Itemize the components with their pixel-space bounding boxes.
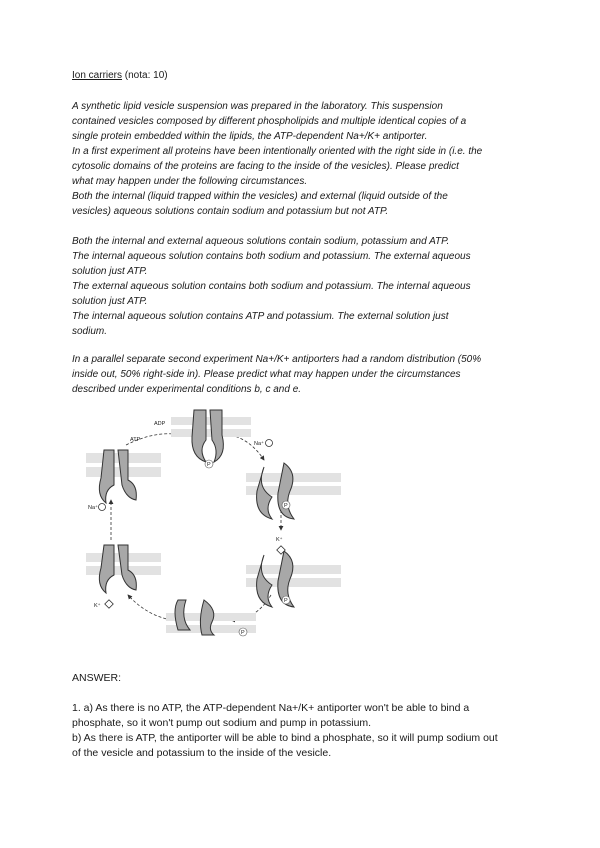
question-line: vesicles) aqueous solutions contain sodium and potassium but not ATP. <box>72 206 389 217</box>
condition-line: solution just ATP. <box>72 266 148 277</box>
sodium-ion <box>99 504 106 511</box>
diagram-label-p: P <box>241 630 245 636</box>
sodium-potassium-pump-cycle-diagram <box>86 405 346 650</box>
answer-heading: ANSWER: <box>72 672 122 684</box>
diagram-label-k-right: K⁺ <box>276 537 283 543</box>
diagram-label-p: P <box>284 598 288 604</box>
question-line: single protein embedded within the lipids, the ATP-dependent Na+/K+ antiporter. <box>72 131 428 142</box>
diagram-label-adp: ADP <box>154 421 166 427</box>
diagram-label-k-left: K⁺ <box>94 603 101 609</box>
answer-line: of the vesicle and potassium to the inside of the vesicle. <box>72 747 332 759</box>
answer-line: b) As there is ATP, the antiporter will be able to bind a phosphate, so it will pump sodium out <box>72 732 498 744</box>
condition-line: The internal aqueous solution contains both sodium and potassium. The external aqueous <box>72 251 471 262</box>
potassium-ion <box>105 600 113 608</box>
question-line: cytosolic domains of the proteins are facing to the inside of the vesicles). Please predict <box>72 161 459 172</box>
question-line: contained vesicles composed by different phospholipids and multiple identical copies of a <box>72 116 467 127</box>
answer-line: 1. a) As there is no ATP, the ATP-dependent Na+/K+ antiporter won't be able to bind a <box>72 702 470 714</box>
condition-line: The external aqueous solution contains both sodium and potassium. The internal aqueous <box>72 281 471 292</box>
sodium-ion <box>266 440 273 447</box>
question-line: In a first experiment all proteins have been intentionally oriented with the right side in (i.e. the <box>72 146 483 157</box>
question-line: what may happen under the following circumstances. <box>72 176 308 187</box>
diagram-label-na-top: Na⁺ <box>254 441 264 447</box>
second-experiment-line: described under experimental conditions b, c and e. <box>72 384 302 395</box>
condition-line: solution just ATP. <box>72 296 148 307</box>
condition-line: The internal aqueous solution contains ATP and potassium. The external solution just <box>72 311 449 322</box>
second-experiment-line: In a parallel separate second experiment Na+/K+ antiporters had a random distribution (50% <box>72 354 482 365</box>
second-experiment-line: inside out, 50% right-side in). Please predict what may happen under the circumstances <box>72 369 461 380</box>
diagram-label-p: P <box>284 503 288 509</box>
section-title <box>72 68 168 83</box>
title-underlined: Ion carriers <box>72 70 123 81</box>
condition-line: Both the internal and external aqueous solutions contain sodium, potassium and ATP. <box>72 236 450 247</box>
diagram-label-na-left: Na⁺ <box>88 505 98 511</box>
condition-line: sodium. <box>72 326 108 337</box>
question-line: Both the internal (liquid trapped within the vesicles) and external (liquid outside of the <box>72 191 448 202</box>
answer-line: phosphate, so it won't pump out sodium and pump in potassium. <box>72 717 372 729</box>
title-grade: (nota: 10) <box>122 70 168 81</box>
question-line: A synthetic lipid vesicle suspension was prepared in the laboratory. This suspension <box>72 101 443 112</box>
diagram-label-p: P <box>207 462 211 468</box>
diagram-label-atp: ATP <box>130 437 141 443</box>
